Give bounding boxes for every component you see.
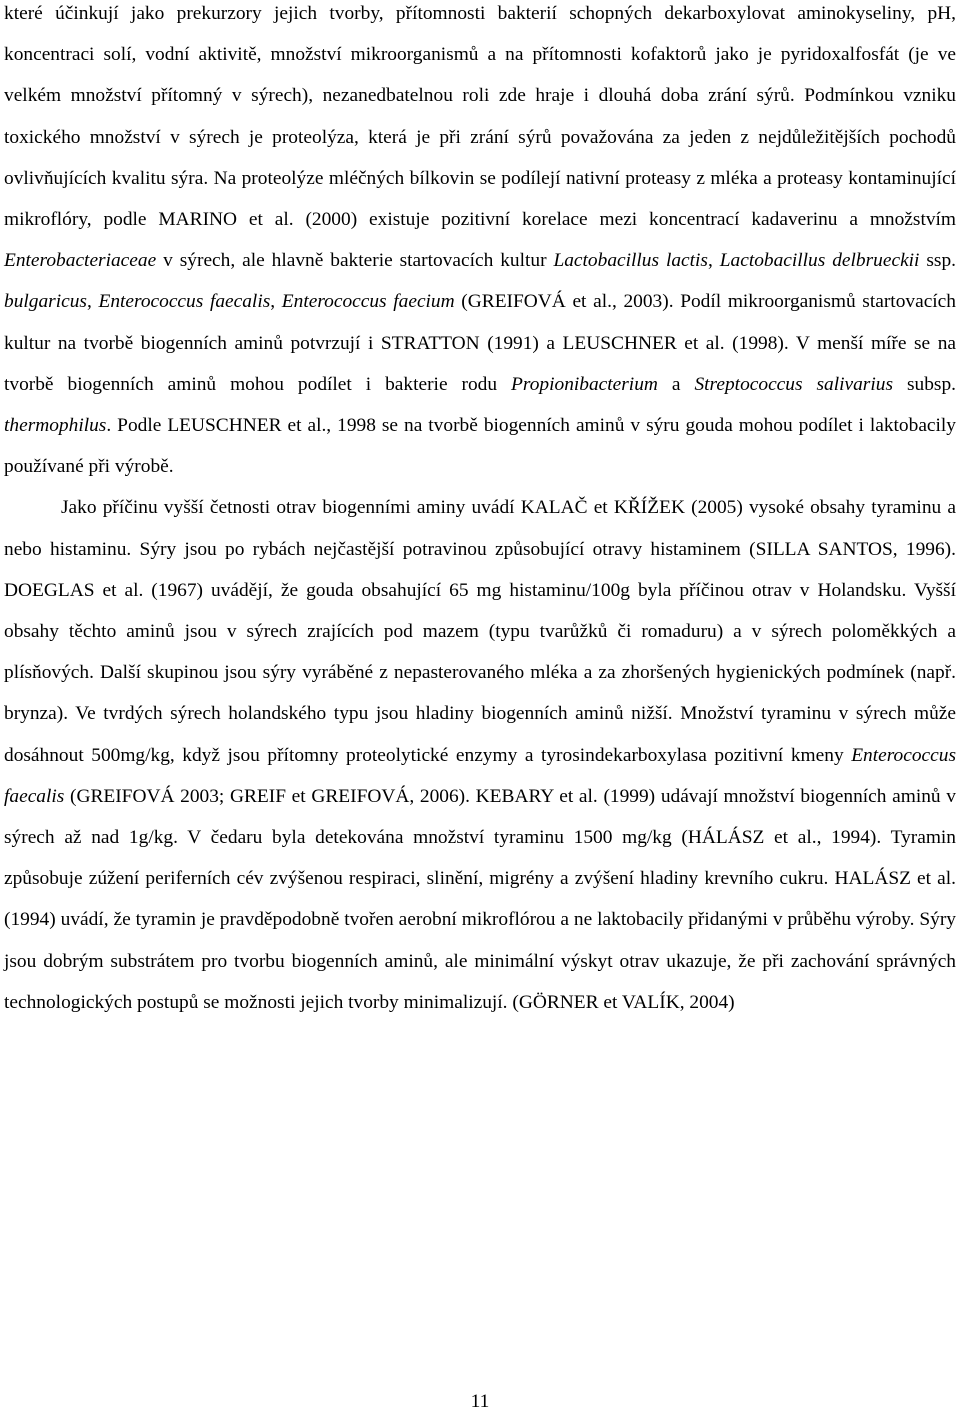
paragraph-2 <box>4 487 956 1023</box>
text-run: , <box>86 291 99 313</box>
document-page <box>4 0 956 1023</box>
italic-text-run: thermophilus <box>4 415 107 437</box>
italic-text-run: Streptococcus salivarius <box>694 373 893 395</box>
italic-text-run: Enterococcus faecium <box>281 291 455 313</box>
text-run: , <box>707 250 720 272</box>
page-number: 11 <box>470 1391 490 1412</box>
italic-text-run: bulgaricus <box>4 291 87 313</box>
paragraph-1 <box>4 0 956 487</box>
text-run: subsp. <box>893 373 956 395</box>
text-run: ssp. <box>919 250 957 272</box>
italic-text-run: Enterococcus faecalis <box>4 744 956 807</box>
text-run: Jako příčinu vyšší četnosti otrav biogenními aminy uvádí KALAČ et KŘÍŽEK (2005) vysoké obsahy tyraminu a nebo histaminu. Sýry jsou po rybách nejčastější potravinou způsobující otravy histaminem (SILLA SANTOS, 1996). DOEGLAS et al. (1967) uvádějí, že gouda obsahující 65 mg histaminu/100g byla příčinou otrav v Holandsku. Vyšší obsahy těchto aminů jsou v sýrech zrajících pod mazem (typu tvarůžků či romaduru) a v sýrech poloměkkých a plísňových. Další skupinou jsou sýry vyráběné z nepasterovaného mléka a za zhoršených hygienických podmínek (např. brynza). Ve tvrdých sýrech holandského typu jsou hladiny biogenních aminů nižší. Množství tyraminu v sýrech může dosáhnout 500mg/kg, když jsou přítomny proteolytické enzymy a tyrosindekarboxylasa pozitivní kmeny <box>4 497 956 766</box>
italic-text-run: Enterobacteriaceae <box>4 250 157 272</box>
italic-text-run: Enterococcus faecalis <box>98 291 271 313</box>
italic-text-run: Lactobacillus lactis <box>553 250 708 272</box>
italic-text-run: Propionibacterium <box>511 373 658 395</box>
text-run: v sýrech, ale hlavně bakterie startovacích kultur <box>156 250 554 272</box>
text-run: . Podle LEUSCHNER et al., 1998 se na tvorbě biogenních aminů v sýru gouda mohou podílet i laktobacily používané při výrobě. <box>4 415 956 478</box>
text-run: a <box>657 373 695 395</box>
text-run: které účinkují jako prekurzory jejich tvorby, přítomnosti bakterií schopných dekarboxylovat aminokyseliny, pH, koncentraci solí, vodní aktivitě, množství mikroorganismů a na přítomnosti kofaktorů jako je pyridoxalfosfát (je ve velkém množství přítomný v sýrech), nezanedbatelnou roli zde hraje i dlouhá doba zrání sýrů. Podmínkou vzniku toxického množství v sýrech je proteolýza, která je při zrání sýrů považována za jeden z nejdůležitějších pochodů ovlivňujících kvalitu sýra. Na proteolýze mléčných bílkovin se podílejí nativní proteasy z mléka a proteasy kontaminující mikroflóry, podle MARINO et al. (2000) existuje pozitivní korelace mezi koncentrací kadaverinu a množstvím <box>4 3 956 231</box>
text-run: , <box>270 291 282 313</box>
italic-text-run: Lactobacillus delbrueckii <box>719 250 920 272</box>
text-run: (GREIFOVÁ 2003; GREIF et GREIFOVÁ, 2006). KEBARY et al. (1999) udávají množství biogenních aminů v sýrech až nad 1g/kg. V čedaru byla detekována množství tyraminu 1500 mg/kg (HÁLÁSZ et al., 1994). Tyramin způsobuje zúžení periferních cév zvýšenou respiraci, slinění, migrény a zvýšení hladiny krevního cukru. HALÁSZ et al. (1994) uvádí, že tyramin je pravděpodobně tvořen aerobní mikroflórou a ne laktobacily přidanými v průběhu výroby. Sýry jsou dobrým substrátem pro tvorbu biogenních aminů, ale minimální výskyt otrav ukazuje, že při zachování správných technologických postupů se možnosti jejich tvorby minimalizují. (GÖRNER et VALÍK, 2004) <box>4 785 956 1013</box>
text-run: (GREIFOVÁ et al., 2003). Podíl mikroorganismů startovacích kultur na tvorbě biogenních aminů potvrzují i STRATTON (1991) a LEUSCHNER et al. (1998). V menší míře se na tvorbě biogenních aminů mohou podílet i bakterie rodu <box>4 291 956 395</box>
